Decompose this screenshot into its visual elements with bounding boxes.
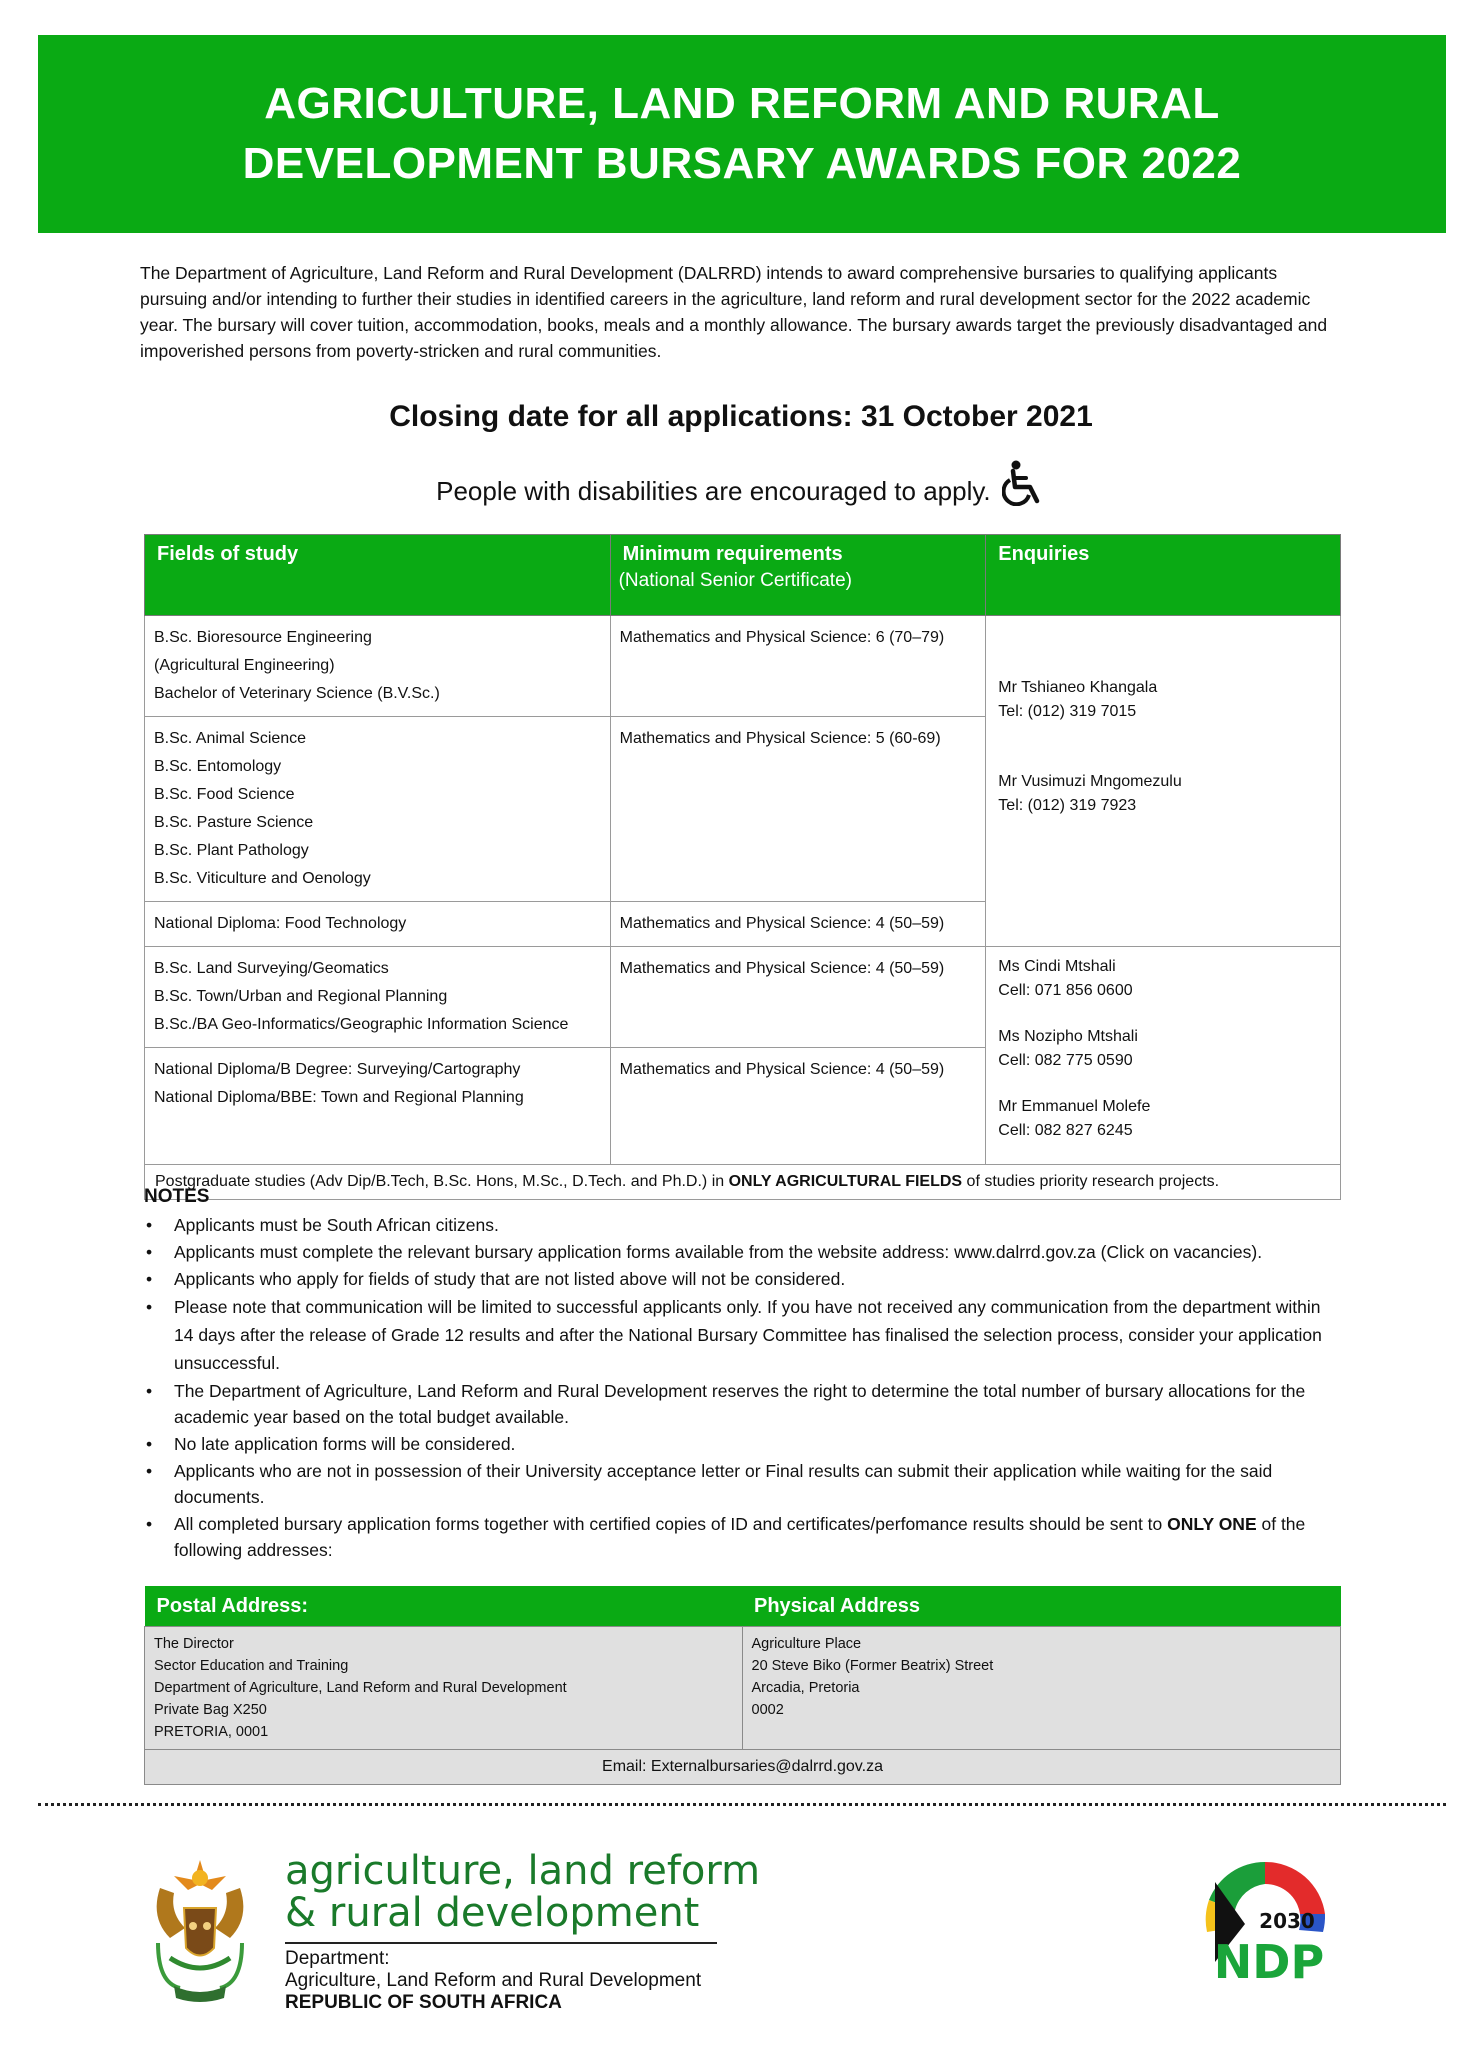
list-item: • Applicants who apply for fields of study that are not listed above will not be considered. — [144, 1266, 1344, 1292]
brand-line-2: & rural development — [285, 1890, 700, 1936]
country-name: REPUBLIC OF SOUTH AFRICA — [285, 1992, 562, 2013]
header-fields: Fields of study — [145, 535, 611, 616]
header-min-requirements: Minimum requirements (National Senior Certificate) — [610, 535, 986, 616]
physical-address-title: Physical Address — [742, 1586, 1341, 1627]
fields-cell: B.Sc. Bioresource Engineering (Agricultural Engineering) Bachelor of Veterinary Science (B.V.Sc.) — [145, 616, 611, 717]
requirement-cell: Mathematics and Physical Science: 5 (60-69) — [610, 717, 986, 902]
table-row — [145, 616, 1341, 717]
requirement-cell: Mathematics and Physical Science: 4 (50–59) — [610, 947, 986, 1048]
list-item: • The Department of Agriculture, Land Reform and Rural Development reserves the right to determine the total number of bursary allocations for the academic year based on the total budget available. — [144, 1378, 1344, 1430]
table-header-row — [145, 535, 1341, 616]
list-item: • Please note that communication will be limited to successful applicants only. If you have not received any communication from the department within 14 days after the release of Grade 12 results and after the National Bursary Committee has finalised the selection process, consider your application unsuccessful. — [144, 1293, 1344, 1377]
fields-cell: B.Sc. Land Surveying/Geomatics B.Sc. Town/Urban and Regional Planning B.Sc./BA Geo-Informatics/Geographic Information Science — [145, 947, 611, 1048]
department-name: Agriculture, Land Reform and Rural Development — [285, 1970, 702, 1991]
notes-title: NOTES — [144, 1186, 210, 1207]
list-item: • Applicants who are not in possession of their University acceptance letter or Final results can submit their application while waiting for the said documents. — [144, 1458, 1344, 1510]
fields-cell: B.Sc. Animal Science B.Sc. Entomology B.Sc. Food Science B.Sc. Pasture Science B.Sc. Plant Pathology B.Sc. Viticulture and Oenology — [145, 717, 611, 902]
department-label: Department: — [285, 1948, 390, 1969]
brand-line-1: agriculture, land reform — [285, 1848, 761, 1894]
title-banner — [38, 35, 1446, 233]
postal-address-title: Postal Address: — [145, 1586, 743, 1627]
fields-cell: National Diploma: Food Technology — [145, 902, 611, 947]
intro-paragraph: The Department of Agriculture, Land Reform and Rural Development (DALRRD) intends to award comprehensive bursaries to qualifying applicants pursuing and/or intending to further their studies in identified careers in the agriculture, land reform and rural development sector for the 2022 academic year. The bursary will cover tuition, accommodation, books, meals and a monthly allowance. The bursary awards target the previously disadvantaged and impoverished persons from poverty-stricken and rural communities. — [140, 263, 1328, 361]
disabilities-note — [0, 460, 1482, 513]
ndp-2030-logo — [1195, 1852, 1335, 1992]
brand-rule — [285, 1942, 717, 1944]
ndp-text: NDP — [1213, 1935, 1325, 1989]
postal-address: The Director Sector Education and Training Department of Agriculture, Land Reform and Rural Development Private Bag X250 PRETORIA, 0001 — [145, 1627, 743, 1750]
list-item: • No late application forms will be considered. — [144, 1431, 1344, 1457]
notes-list — [144, 1212, 1344, 1563]
dotted-divider — [38, 1803, 1446, 1806]
notes-section — [144, 1186, 1344, 1564]
email-address: Email: Externalbursaries@dalrrd.gov.za — [145, 1750, 1341, 1785]
ndp-year: 2030 — [1259, 1909, 1315, 1933]
requirement-cell: Mathematics and Physical Science: 6 (70–79) — [610, 616, 986, 717]
list-item: • All completed bursary application forms together with certified copies of ID and certificates/perfomance results should be sent to ONLY ONE of the following addresses: — [144, 1511, 1344, 1563]
header-min-sub: (National Senior Certificate) — [618, 570, 852, 591]
title-line-1: AGRICULTURE, LAND REFORM AND RURAL — [264, 79, 1220, 128]
enquiries-cell: Mr Tshianeo Khangala Tel: (012) 319 7015 Mr Vusimuzi Mngomezulu Tel: (012) 319 7923 — [986, 616, 1341, 947]
bursary-table — [144, 534, 1341, 1200]
closing-date: Closing date for all applications: 31 October 2021 — [389, 400, 1093, 433]
address-table — [144, 1586, 1341, 1785]
title-line-2: DEVELOPMENT BURSARY AWARDS FOR 2022 — [242, 139, 1242, 188]
list-item: • Applicants must complete the relevant bursary application forms available from the website address: www.dalrrd.gov.za (Click on vacancies). — [144, 1239, 1344, 1265]
physical-address: Agriculture Place 20 Steve Biko (Former Beatrix) Street Arcadia, Pretoria 0002 — [742, 1627, 1341, 1750]
requirement-cell: Mathematics and Physical Science: 4 (50–59) — [610, 1048, 986, 1165]
table-row — [145, 947, 1341, 1048]
department-logo — [285, 1850, 760, 2014]
coat-of-arms-icon — [140, 1848, 260, 2008]
postgraduate-cell: Postgraduate studies (Adv Dip/B.Tech, B.Sc. Hons, M.Sc., D.Tech. and Ph.D.) in ONLY AGRICULTURAL FIELDS of studies priority research projects. — [145, 1165, 1341, 1200]
requirement-cell: Mathematics and Physical Science: 4 (50–59) — [610, 902, 986, 947]
wheelchair-icon — [1002, 460, 1046, 513]
header-enquiries: Enquiries — [986, 535, 1341, 616]
enquiries-cell: Ms Cindi Mtshali Cell: 071 856 0600 Ms Nozipho Mtshali Cell: 082 775 0590 Mr Emmanuel Molefe Cell: 082 827 6245 — [986, 947, 1341, 1165]
disabilities-text: People with disabilities are encouraged to apply. — [436, 476, 991, 506]
fields-cell: National Diploma/B Degree: Surveying/Cartography National Diploma/BBE: Town and Regional Planning — [145, 1048, 611, 1165]
list-item: • Applicants must be South African citizens. — [144, 1212, 1344, 1238]
